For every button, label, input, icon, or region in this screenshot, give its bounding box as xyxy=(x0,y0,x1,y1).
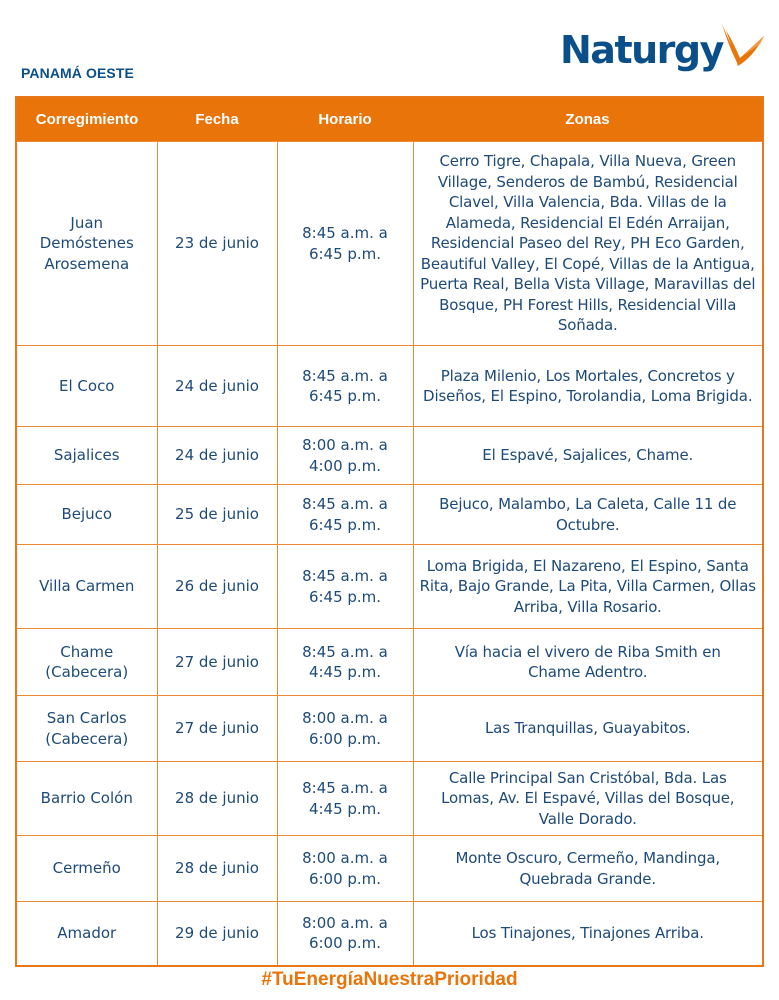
zonas-cell: Los Tinajones, Tinajones Arriba. xyxy=(413,902,763,966)
table-row xyxy=(16,836,763,902)
table-row xyxy=(16,902,763,966)
fecha-cell: 25 de junio xyxy=(157,485,277,545)
zonas-cell: Vía hacia el vivero de Riba Smith en Chame Adentro. xyxy=(413,629,763,696)
table-row xyxy=(16,346,763,427)
corregimiento-cell: Bejuco xyxy=(16,485,157,545)
table-header-row xyxy=(16,97,763,142)
zonas-cell: Plaza Milenio, Los Mortales, Concretos y Diseños, El Espino, Torolandia, Loma Brigida. xyxy=(413,346,763,427)
zonas-cell: Monte Oscuro, Cermeño, Mandinga, Quebrada Grande. xyxy=(413,836,763,902)
corregimiento-cell: San Carlos (Cabecera) xyxy=(16,696,157,762)
zonas-cell: El Espavé, Sajalices, Chame. xyxy=(413,427,763,485)
fecha-cell: 24 de junio xyxy=(157,346,277,427)
fecha-cell: 27 de junio xyxy=(157,629,277,696)
horario-cell: 8:00 a.m. a 6:00 p.m. xyxy=(277,836,413,902)
fecha-cell: 26 de junio xyxy=(157,545,277,629)
region-title: PANAMÁ OESTE xyxy=(21,65,134,81)
column-header-fecha: Fecha xyxy=(157,97,277,142)
corregimiento-cell: Sajalices xyxy=(16,427,157,485)
horario-cell: 8:45 a.m. a 4:45 p.m. xyxy=(277,762,413,836)
table-row xyxy=(16,142,763,346)
fecha-cell: 28 de junio xyxy=(157,836,277,902)
zonas-cell: Calle Principal San Cristóbal, Bda. Las Lomas, Av. El Espavé, Villas del Bosque, Valle Dorado. xyxy=(413,762,763,836)
fecha-cell: 23 de junio xyxy=(157,142,277,346)
campaign-hashtag: #TuEnergíaNuestraPrioridad xyxy=(261,969,518,990)
zonas-cell: Cerro Tigre, Chapala, Villa Nueva, Green Village, Senderos de Bambú, Residencial Clavel, Villa Valencia, Bda. Villas de la Alameda, Residencial El Edén Arraijan, Residencial Paseo del Rey, PH Eco Garden, Beautiful Valley, El Copé, Villas de la Antigua, Puerta Real, Bella Vista Village, Maravillas del Bosque, PH Forest Hills, Residencial Villa Soñada. xyxy=(413,142,763,346)
table-row xyxy=(16,629,763,696)
naturgy-logo xyxy=(560,22,770,82)
corregimiento-cell: Barrio Colón xyxy=(16,762,157,836)
column-header-zonas: Zonas xyxy=(413,97,763,142)
horario-cell: 8:45 a.m. a 6:45 p.m. xyxy=(277,142,413,346)
zonas-cell: Las Tranquillas, Guayabitos. xyxy=(413,696,763,762)
fecha-cell: 28 de junio xyxy=(157,762,277,836)
column-header-horario: Horario xyxy=(277,97,413,142)
corregimiento-cell: Chame (Cabecera) xyxy=(16,629,157,696)
table-row xyxy=(16,696,763,762)
corregimiento-cell: Villa Carmen xyxy=(16,545,157,629)
butterfly-icon xyxy=(720,22,766,72)
table-row xyxy=(16,762,763,836)
horario-cell: 8:45 a.m. a 6:45 p.m. xyxy=(277,485,413,545)
zonas-cell: Loma Brigida, El Nazareno, El Espino, Santa Rita, Bajo Grande, La Pita, Villa Carmen, Ollas Arriba, Villa Rosario. xyxy=(413,545,763,629)
fecha-cell: 27 de junio xyxy=(157,696,277,762)
corregimiento-cell: Cermeño xyxy=(16,836,157,902)
horario-cell: 8:45 a.m. a 6:45 p.m. xyxy=(277,346,413,427)
horario-cell: 8:00 a.m. a 6:00 p.m. xyxy=(277,696,413,762)
horario-cell: 8:45 a.m. a 4:45 p.m. xyxy=(277,629,413,696)
corregimiento-cell: Amador xyxy=(16,902,157,966)
table-row xyxy=(16,545,763,629)
horario-cell: 8:00 a.m. a 4:00 p.m. xyxy=(277,427,413,485)
logo-text: Naturgy xyxy=(560,28,723,72)
corregimiento-cell: El Coco xyxy=(16,346,157,427)
fecha-cell: 29 de junio xyxy=(157,902,277,966)
zonas-cell: Bejuco, Malambo, La Caleta, Calle 11 de Octubre. xyxy=(413,485,763,545)
horario-cell: 8:00 a.m. a 6:00 p.m. xyxy=(277,902,413,966)
corregimiento-cell: Juan Demóstenes Arosemena xyxy=(16,142,157,346)
horario-cell: 8:45 a.m. a 6:45 p.m. xyxy=(277,545,413,629)
column-header-corregimiento: Corregimiento xyxy=(16,97,157,142)
outage-schedule-table xyxy=(15,96,764,967)
fecha-cell: 24 de junio xyxy=(157,427,277,485)
table-row xyxy=(16,427,763,485)
table-row xyxy=(16,485,763,545)
